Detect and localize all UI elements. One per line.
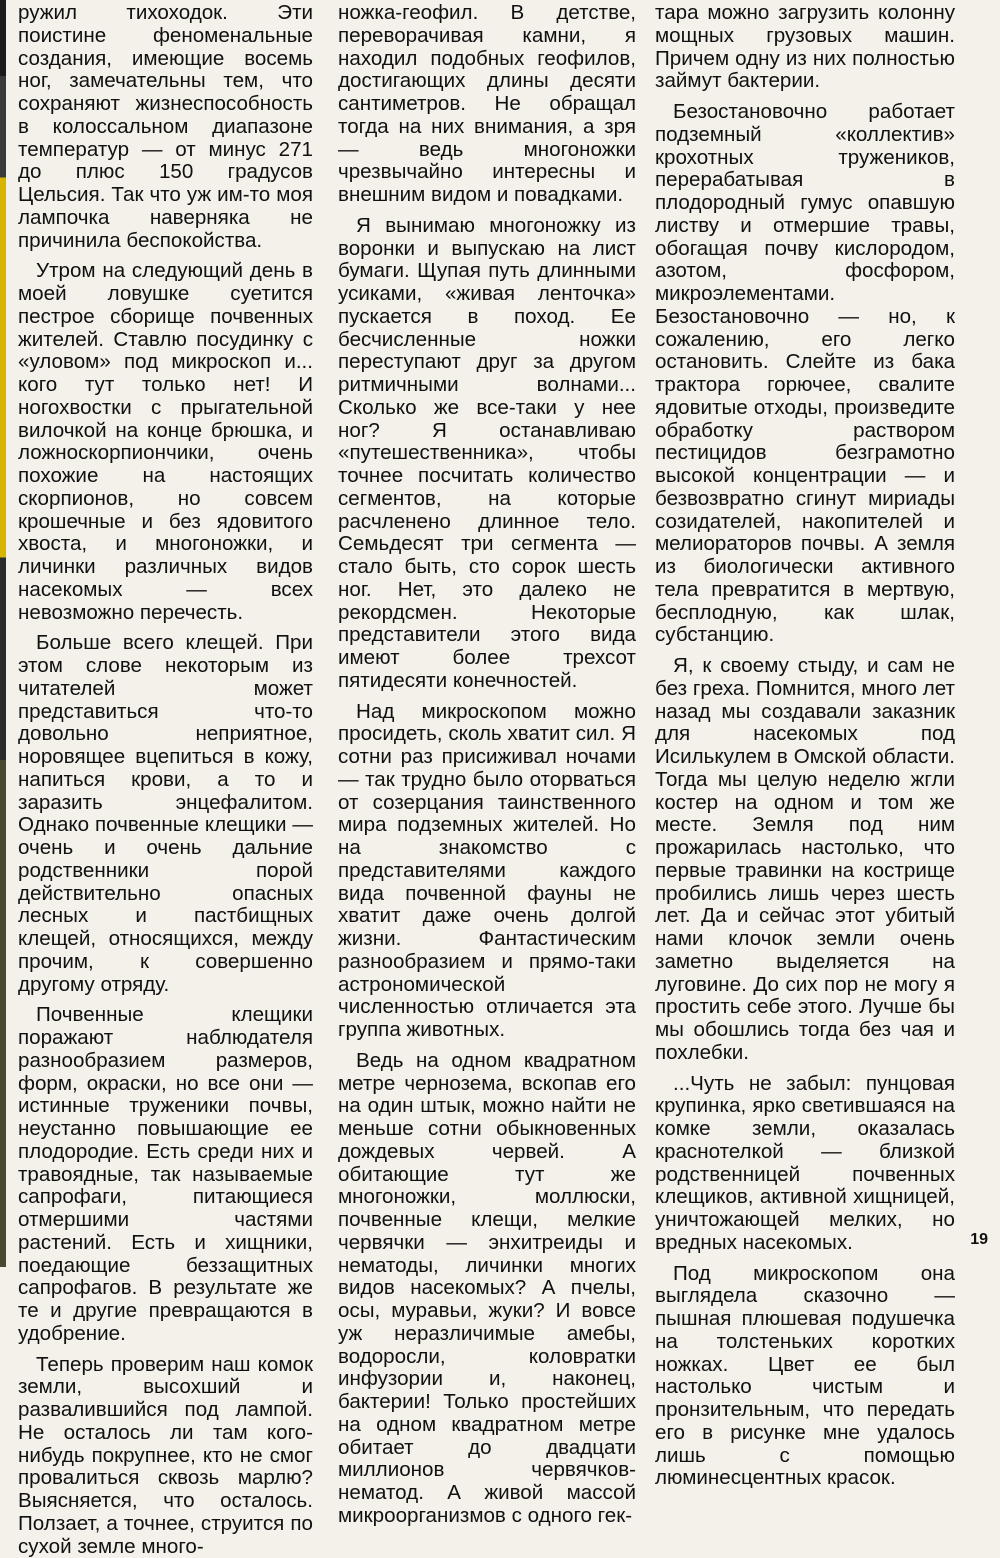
paragraph: Под микроскопом она выглядела сказочно — пышная плюшевая подушечка на толстеньких коротких ножках. Цвет ее был настолько чистым и пронзительным, что передать его в рисунке мне удалось лишь с помощью люминесцентных красок.	[655, 1263, 955, 1491]
paragraph: Безостановочно работает подземный «коллектив» крохотных тружеников, перерабатывая в плодородный гумус опавшую листву и отмершие травы, обогащая почву кислородом, азотом, фосфором, микроэлементами. Безостановочно — но, к сожалению, его легко остановить. Слейте из бака трактора горючее, свалите ядовитые отходы, произведите обработку раствором пестицидов безграмотно высокой концентрации — и безвозвратно сгинут мириады созидателей, накопителей и мелиораторов почвы. А земля из биологически активного тела превратится в мертвую, бесплодную, как шлак, субстанцию.	[655, 101, 955, 647]
text-column-1	[18, 2, 313, 1252]
paragraph: Почвенные клещики поражают наблюдателя разнообразием размеров, форм, окраски, но все они — истинные труженики почвы, неустанно повышающие ее плодородие. Есть среди них и травоядные, так называемые сапрофаги, питающиеся отмершими частями растений. Есть и хищники, поедающие беззащитных сапрофагов. В результате же те и другие превращаются в удобрение.	[18, 1004, 313, 1345]
paragraph: ружил тихоходок. Эти поистине феноменальные создания, имеющие восемь ног, замечательны тем, что сохраняют жизнеспособность в колоссальном диапазоне температур — от минус 271 до плюс 150 градусов Цельсия. Так что уж им-то моя лампочка наверняка не причинила беспокойства.	[18, 2, 313, 252]
paragraph: тара можно загрузить колонну мощных грузовых машин. Причем одну из них полностью займут бактерии.	[655, 2, 955, 93]
paragraph: Я, к своему стыду, и сам не без греха. Помнится, много лет назад мы создавали заказник для насекомых под Исилькулем в Омской области. Тогда мы целую неделю жгли костер на одном и том же месте. Земля под ним прожарилась настолько, что первые травинки на кострище пробились лишь через шесть лет. Да и сейчас этот убитый нами клочок земли очень заметно выделяется на луговине. До сих пор не могу я простить себе этого. Лучше бы мы обошлись тогда без чая и похлебки.	[655, 655, 955, 1065]
paragraph: Больше всего клещей. При этом слове некоторым из читателей может представиться что-то довольно неприятное, норовящее вцепиться в кожу, напиться крови, а то и заразить энцефалитом. Однако почвенные клещики — очень и очень дальние родственники порой действительно опасных лесных и пастбищных клещей, относящихся, между прочим, к совершенно другому отряду.	[18, 632, 313, 996]
paragraph: ...Чуть не забыл: пунцовая крупинка, ярко светившаяся на комке земли, оказалась краснотелкой — близкой родственницей почвенных клещиков, активной хищницей, уничтожающей мелких, но вредных насекомых.	[655, 1073, 955, 1255]
paragraph: Ведь на одном квадратном метре чернозема, вскопав его на один штык, можно найти не меньше сотни обыкновенных дождевых червей. А обитающие тут же многоножки, моллюски, почвенные клещи, мелкие червячки — энхитреиды и нематоды, личинки многих видов насекомых? А пчелы, осы, муравьи, жуки? И вовсе уж неразличимые амебы, водоросли, коловратки инфузории и, наконец, бактерии! Только простейших на одном квадратном метре обитает до двадцати миллионов червячков-нематод. А живой массой микроорганизмов с одного гек-	[338, 1050, 636, 1528]
paragraph: ножка-геофил. В детстве, переворачивая камни, я находил подобных геофилов, достигающих длины десяти сантиметров. Не обращал тогда на них внимания, а зря — ведь многоножки чрезвычайно интересны и внешним видом и повадками.	[338, 2, 636, 207]
paragraph: Теперь проверим наш комок земли, высохший и развалившийся под лампой. Не осталось ли там кого-нибудь покрупнее, кто не смог провалиться сквозь марлю? Выясняется, что осталось. Ползает, а точнее, струится по сухой земле много-	[18, 1354, 313, 1558]
page-edge-strip	[0, 0, 6, 1267]
paragraph: Утром на следующий день в моей ловушке суетится пестрое сборище почвенных жителей. Ставлю посудинку с «уловом» под микроскоп и... кого тут только нет! И ногохвостки с прыгательной вилочкой на конце брюшка, и ложноскорпиончики, очень похожие на настоящих скорпионов, но совсем крошечные и без ядовитого хвоста, и многоножки, и личинки различных видов насекомых — всех невозможно перечесть.	[18, 260, 313, 624]
text-column-2	[338, 2, 636, 1252]
page-number: 19	[970, 1231, 988, 1249]
paragraph: Над микроскопом можно просидеть, сколь хватит сил. Я сотни раз присиживал ночами — так трудно было оторваться от созерцания таинственного мира подземных жителей. Но на знакомство с представителями каждого вида почвенной фауны не хватит даже очень долгой жизни. Фантастическим разнообразием и прямо-таки астрономической численностью отличается эта группа животных.	[338, 701, 636, 1042]
paragraph: Я вынимаю многоножку из воронки и выпускаю на лист бумаги. Щупая путь длинными усиками, «живая ленточка» пускается в поход. Ее бесчисленные ножки переступают друг за другом ритмичными волнами... Сколько же все-таки у нее ног? Я останавливаю «путешественника», чтобы точнее посчитать количество сегментов, на которые расчленено длинное тело. Семьдесят три сегмента — стало быть, сто сорок шесть ног. Нет, это далеко не рекордсмен. Некоторые представители этого вида имеют более трехсот пятидесяти конечностей.	[338, 215, 636, 693]
text-column-3	[655, 2, 955, 1252]
